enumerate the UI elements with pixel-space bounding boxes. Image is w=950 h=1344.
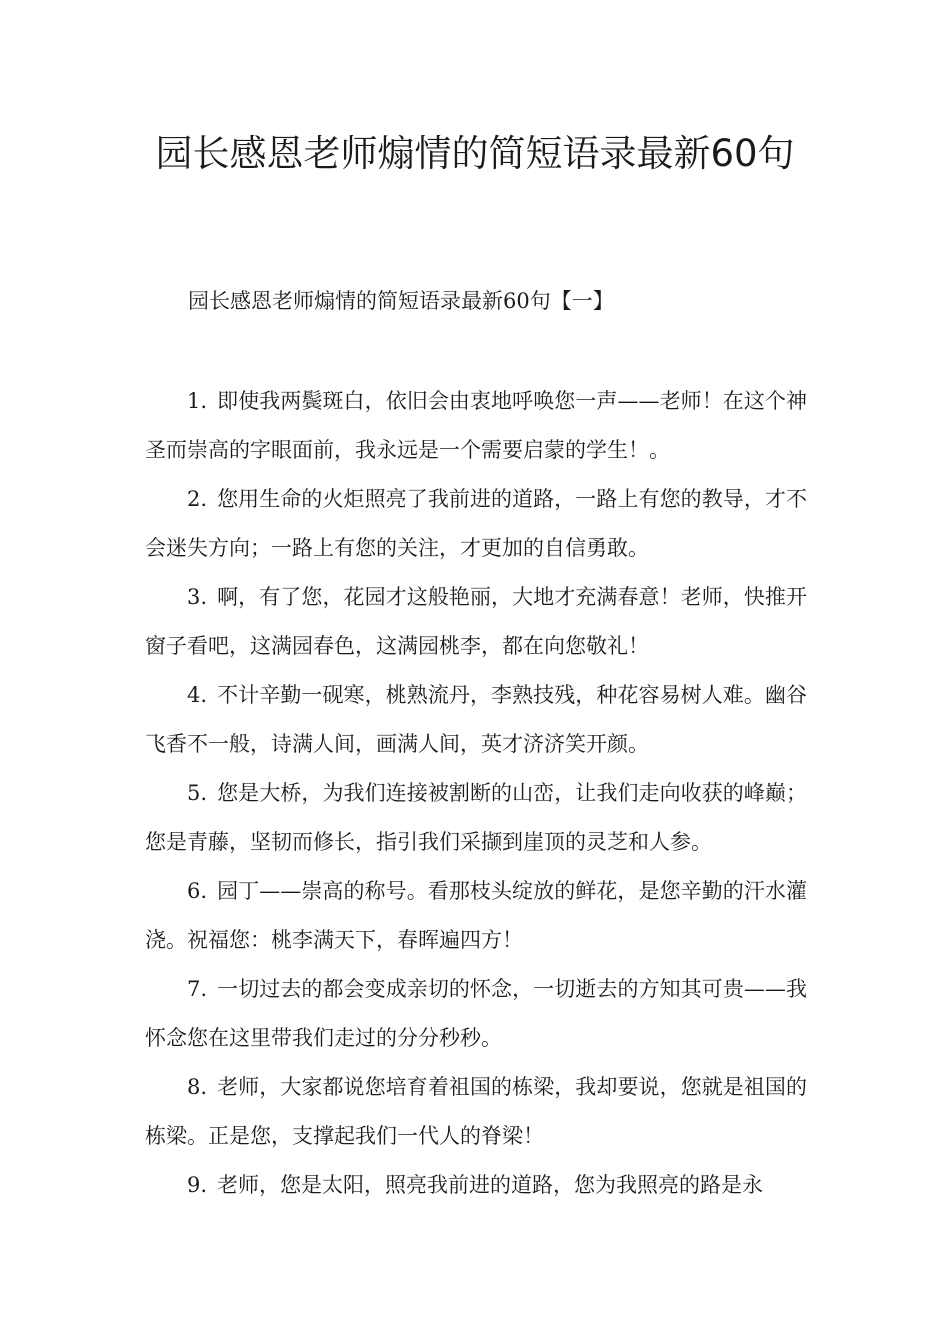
quote-text: 园丁——崇高的称号。看那枝头绽放的鲜花，是您辛勤的汗水灌浇。祝福您：桃李满天下，春晖遍四方！	[145, 879, 807, 952]
quote-item	[145, 769, 807, 867]
quote-text: 老师，您是太阳，照亮我前进的道路，您为我照亮的路是永	[217, 1173, 764, 1197]
quote-number: 8.	[187, 1075, 208, 1099]
quote-text: 不计辛勤一砚寒，桃熟流丹，李熟技残，种花容易树人难。幽谷飞香不一般，诗满人间，画满人间，英才济济笑开颜。	[145, 683, 807, 756]
quote-text: 啊，有了您，花园才这般艳丽，大地才充满春意！老师，快推开窗子看吧，这满园春色，这满园桃李，都在向您敬礼！	[145, 585, 807, 658]
quote-text: 您用生命的火炬照亮了我前进的道路，一路上有您的教导，才不会迷失方向；一路上有您的关注，才更加的自信勇敢。	[145, 487, 807, 560]
quote-number: 5.	[187, 781, 208, 805]
quote-number: 9.	[187, 1173, 208, 1197]
quote-number: 4.	[187, 683, 208, 707]
quote-item	[145, 867, 807, 965]
quote-number: 3.	[187, 585, 208, 609]
quote-item	[145, 1063, 807, 1161]
quote-number: 1.	[187, 389, 208, 413]
quote-item	[145, 965, 807, 1063]
quote-item	[145, 475, 807, 573]
quote-text: 您是大桥，为我们连接被割断的山峦，让我们走向收获的峰巅；您是青藤，坚韧而修长，指引我们采撷到崖顶的灵芝和人参。	[145, 781, 807, 854]
quote-number: 7.	[187, 977, 208, 1001]
quote-number: 6.	[187, 879, 208, 903]
quote-text: 即使我两鬓斑白，依旧会由衷地呼唤您一声——老师！在这个神圣而崇高的字眼面前，我永远是一个需要启蒙的学生！。	[145, 389, 807, 462]
quote-item	[145, 1161, 807, 1210]
document-title: 园长感恩老师煽情的简短语录最新60句	[155, 132, 795, 175]
quote-text: 老师，大家都说您培育着祖国的栋梁，我却要说，您就是祖国的栋梁。正是您，支撑起我们一代人的脊梁！	[145, 1075, 807, 1148]
quote-item	[145, 671, 807, 769]
quote-number: 2.	[187, 487, 208, 511]
quote-item	[145, 377, 807, 475]
quote-item	[145, 573, 807, 671]
section-heading: 园长感恩老师煽情的简短语录最新60句【一】	[188, 289, 614, 313]
quote-text: 一切过去的都会变成亲切的怀念，一切逝去的方知其可贵——我怀念您在这里带我们走过的分分秒秒。	[145, 977, 807, 1050]
quote-list	[145, 377, 807, 1210]
